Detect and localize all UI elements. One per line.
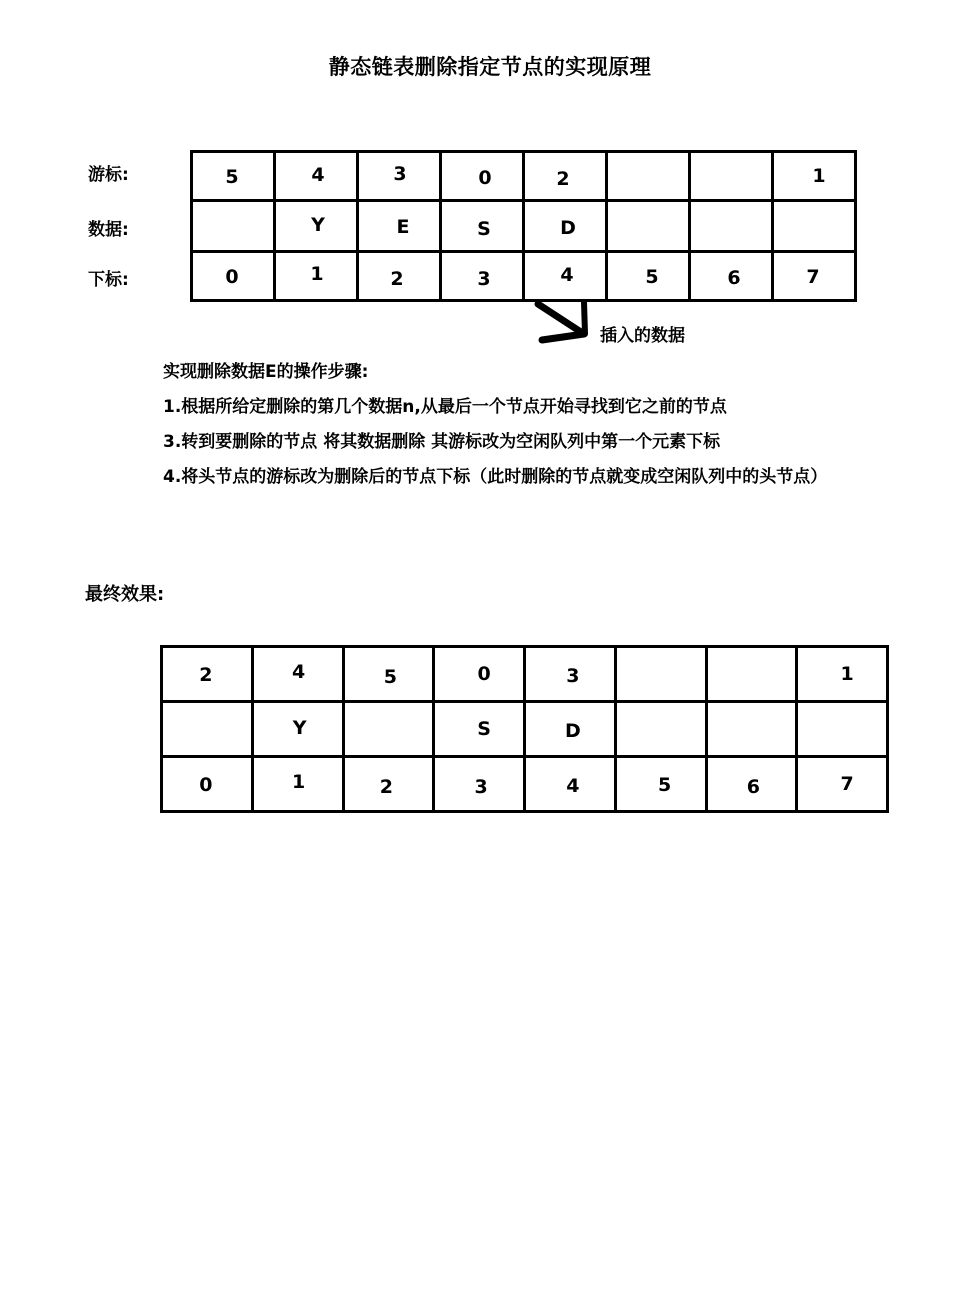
- cell-text: 5: [383, 665, 397, 688]
- cell-data-1: [275, 201, 358, 252]
- final-effect-heading: 最终效果:: [85, 584, 165, 605]
- cell-text: D: [560, 216, 576, 239]
- cell-cursor-6: [690, 152, 773, 201]
- cell-text: 0: [199, 773, 213, 796]
- table-row-index: [192, 252, 856, 301]
- cell-text: 4: [566, 774, 580, 797]
- cell-cursor-2: [343, 647, 434, 702]
- cell-text: 1: [812, 164, 826, 187]
- cell-cursor-4: [524, 152, 607, 201]
- cell-index-5: [607, 252, 690, 301]
- cell-cursor-0: [162, 647, 253, 702]
- cell-cursor-3: [434, 647, 525, 702]
- table-row-cursor: [192, 152, 856, 201]
- cell-index-1: [275, 252, 358, 301]
- cell-data-3: [434, 702, 525, 757]
- cell-index-4: [524, 252, 607, 301]
- cell-data-0: [162, 702, 253, 757]
- cell-cursor-2: [358, 152, 441, 201]
- cell-cursor-1: [252, 647, 343, 702]
- table-row-data: [162, 702, 888, 757]
- row-label-data: 数据:: [88, 220, 129, 240]
- page-title: 静态链表删除指定节点的实现原理: [328, 55, 652, 79]
- cell-text: 6: [746, 775, 760, 798]
- cell-index-0: [162, 757, 253, 812]
- cell-text: 4: [311, 163, 325, 186]
- cell-data-5: [607, 201, 690, 252]
- cell-cursor-6: [706, 647, 797, 702]
- steps-heading: 实现删除数据E的操作步骤:: [163, 362, 369, 382]
- cell-cursor-7: [797, 647, 888, 702]
- cell-cursor-5: [615, 647, 706, 702]
- cell-index-6: [706, 757, 797, 812]
- cell-text: S: [477, 217, 491, 240]
- cell-text: 5: [645, 265, 659, 288]
- steps-block: [163, 360, 963, 501]
- step-item-1: 1.根据所给定删除的第几个数据n,从最后一个节点开始寻找到它之前的节点: [163, 397, 727, 418]
- cell-index-2: [358, 252, 441, 301]
- cell-text: 2: [379, 775, 393, 798]
- cell-cursor-5: [607, 152, 690, 201]
- curved-arrow-down-right-icon: [528, 296, 608, 348]
- inserted-data-callout-label: 插入的数据: [600, 326, 685, 346]
- cell-index-0: [192, 252, 275, 301]
- cell-cursor-3: [441, 152, 524, 201]
- table-row-data: [192, 201, 856, 252]
- cell-text: 7: [840, 772, 854, 795]
- cell-text: 0: [478, 166, 492, 189]
- cell-text: 2: [556, 167, 570, 190]
- cell-text: 4: [560, 263, 574, 286]
- cell-cursor-4: [525, 647, 616, 702]
- cell-text: E: [396, 215, 410, 238]
- cell-data-2: [358, 201, 441, 252]
- cell-text: Y: [311, 213, 325, 236]
- cell-text: 3: [393, 162, 407, 185]
- cell-data-7: [797, 702, 888, 757]
- cell-cursor-0: [192, 152, 275, 201]
- cell-text: 2: [199, 663, 213, 686]
- cell-text: 3: [477, 267, 491, 290]
- cell-text: 5: [658, 773, 672, 796]
- cell-index-7: [773, 252, 856, 301]
- cell-data-6: [690, 201, 773, 252]
- cell-cursor-1: [275, 152, 358, 201]
- cell-text: 1: [310, 262, 324, 285]
- cell-data-3: [441, 201, 524, 252]
- cell-index-2: [343, 757, 434, 812]
- cell-data-6: [706, 702, 797, 757]
- step-item-4: 4.将头节点的游标改为删除后的节点下标（此时删除的节点就变成空闲队列中的头节点）: [163, 467, 828, 488]
- cell-data-2: [343, 702, 434, 757]
- cell-text: S: [477, 717, 491, 740]
- cell-text: 0: [477, 662, 491, 685]
- step-item-3: 3.转到要删除的节点 将其数据删除 其游标改为空闲队列中第一个元素下标: [163, 432, 721, 453]
- cell-index-4: [525, 757, 616, 812]
- cell-text: Y: [292, 716, 307, 739]
- static-linked-list-final-table: [160, 645, 889, 813]
- cell-text: 6: [727, 266, 741, 289]
- cell-data-4: [524, 201, 607, 252]
- cell-text: 3: [566, 664, 580, 687]
- cell-text: 3: [474, 775, 488, 798]
- cell-data-4: [525, 702, 616, 757]
- cell-data-0: [192, 201, 275, 252]
- static-linked-list-initial-table: [190, 150, 857, 302]
- cell-text: 7: [806, 265, 820, 288]
- cell-text: 0: [225, 265, 239, 288]
- row-label-index: 下标:: [88, 270, 129, 290]
- table-row-cursor: [162, 647, 888, 702]
- cell-text: 1: [292, 770, 306, 793]
- cell-index-6: [690, 252, 773, 301]
- cell-cursor-7: [773, 152, 856, 201]
- cell-index-7: [797, 757, 888, 812]
- cell-index-3: [441, 252, 524, 301]
- cell-text: D: [564, 719, 581, 742]
- row-label-cursor: 游标:: [88, 165, 129, 185]
- cell-data-1: [252, 702, 343, 757]
- cell-text: 4: [292, 660, 306, 683]
- cell-data-7: [773, 201, 856, 252]
- cell-text: 2: [390, 267, 404, 290]
- cell-text: 5: [225, 165, 239, 188]
- cell-data-5: [615, 702, 706, 757]
- cell-text: 1: [840, 662, 854, 685]
- table-row-index: [162, 757, 888, 812]
- cell-index-5: [615, 757, 706, 812]
- cell-index-1: [252, 757, 343, 812]
- cell-index-3: [434, 757, 525, 812]
